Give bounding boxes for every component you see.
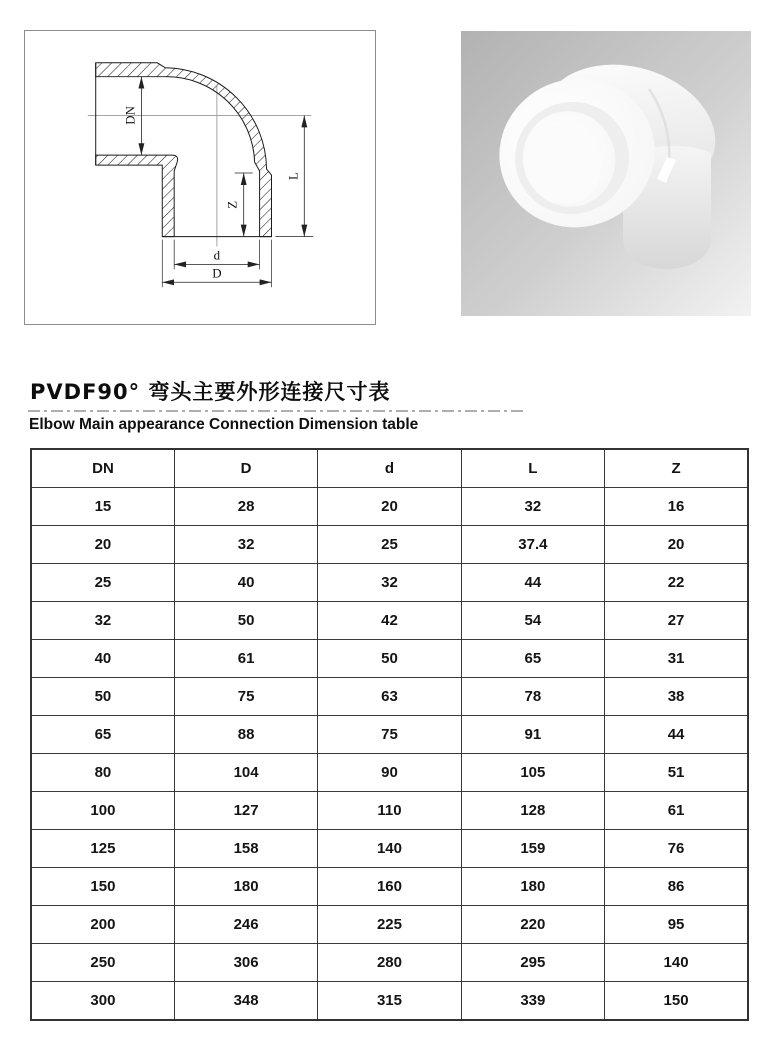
table-row xyxy=(31,526,748,564)
table-head xyxy=(31,449,748,488)
table-cell: 42 xyxy=(318,602,461,640)
table-cell: 125 xyxy=(31,830,174,868)
table-cell: 95 xyxy=(605,906,748,944)
table-cell: 180 xyxy=(461,868,604,906)
table-cell: 180 xyxy=(174,868,317,906)
table-row xyxy=(31,754,748,792)
table-cell: 50 xyxy=(31,678,174,716)
product-photo xyxy=(461,31,751,316)
table-row xyxy=(31,602,748,640)
table-cell: 20 xyxy=(605,526,748,564)
page-title: PVDF90° 弯头主要外形连接尺寸表 xyxy=(30,380,391,404)
table-cell: 339 xyxy=(461,982,604,1021)
table-cell: 150 xyxy=(605,982,748,1021)
column-header: D xyxy=(174,449,317,488)
table-cell: 295 xyxy=(461,944,604,982)
table-row xyxy=(31,564,748,602)
table-header-row xyxy=(31,449,748,488)
dn-dimension-label: DN xyxy=(122,106,138,125)
table-cell: 27 xyxy=(605,602,748,640)
table-cell: 250 xyxy=(31,944,174,982)
table-cell: 54 xyxy=(461,602,604,640)
table-cell: 44 xyxy=(605,716,748,754)
table-cell: 76 xyxy=(605,830,748,868)
table-cell: 32 xyxy=(461,488,604,526)
table-cell: 306 xyxy=(174,944,317,982)
table-row xyxy=(31,906,748,944)
table-cell: 220 xyxy=(461,906,604,944)
table-cell: 110 xyxy=(318,792,461,830)
table-cell: 128 xyxy=(461,792,604,830)
column-header: DN xyxy=(31,449,174,488)
table-row xyxy=(31,868,748,906)
z-dimension-label: Z xyxy=(224,200,240,209)
table-cell: 50 xyxy=(174,602,317,640)
technical-drawing xyxy=(24,30,376,325)
dimension-table xyxy=(30,448,749,1021)
table-cell: 31 xyxy=(605,640,748,678)
table-cell: 80 xyxy=(31,754,174,792)
outer-wall-section xyxy=(96,63,272,237)
table-cell: 86 xyxy=(605,868,748,906)
elbow-section-svg xyxy=(25,31,375,324)
table-cell: 159 xyxy=(461,830,604,868)
table-cell: 38 xyxy=(605,678,748,716)
table-row xyxy=(31,982,748,1021)
table-cell: 90 xyxy=(318,754,461,792)
l-dimension-label: L xyxy=(285,172,301,180)
table-cell: 91 xyxy=(461,716,604,754)
table-cell: 75 xyxy=(318,716,461,754)
table-cell: 63 xyxy=(318,678,461,716)
table-cell: 127 xyxy=(174,792,317,830)
D-dimension-label: D xyxy=(212,265,222,281)
table-cell: 200 xyxy=(31,906,174,944)
table-cell: 160 xyxy=(318,868,461,906)
table-cell: 158 xyxy=(174,830,317,868)
table-row xyxy=(31,678,748,716)
table-cell: 51 xyxy=(605,754,748,792)
table-cell: 25 xyxy=(31,564,174,602)
table-cell: 25 xyxy=(318,526,461,564)
table-row xyxy=(31,716,748,754)
table-row xyxy=(31,488,748,526)
column-header: d xyxy=(318,449,461,488)
table-cell: 140 xyxy=(318,830,461,868)
table-cell: 40 xyxy=(174,564,317,602)
table-cell: 78 xyxy=(461,678,604,716)
table-cell: 65 xyxy=(461,640,604,678)
title-divider xyxy=(28,410,525,412)
table-cell: 61 xyxy=(174,640,317,678)
table-cell: 104 xyxy=(174,754,317,792)
table-cell: 65 xyxy=(31,716,174,754)
table-cell: 50 xyxy=(318,640,461,678)
table-cell: 32 xyxy=(174,526,317,564)
table-cell: 75 xyxy=(174,678,317,716)
table-cell: 150 xyxy=(31,868,174,906)
table-cell: 315 xyxy=(318,982,461,1021)
table-cell: 100 xyxy=(31,792,174,830)
page-subtitle: Elbow Main appearance Connection Dimension table xyxy=(29,416,419,433)
table-cell: 348 xyxy=(174,982,317,1021)
column-header: Z xyxy=(605,449,748,488)
table-cell: 16 xyxy=(605,488,748,526)
table-cell: 300 xyxy=(31,982,174,1021)
table-cell: 88 xyxy=(174,716,317,754)
table-cell: 32 xyxy=(31,602,174,640)
table-cell: 28 xyxy=(174,488,317,526)
table-row xyxy=(31,640,748,678)
d-dimension-label: d xyxy=(213,247,221,263)
column-header: L xyxy=(461,449,604,488)
table-cell: 20 xyxy=(31,526,174,564)
table-body xyxy=(31,488,748,1021)
table-cell: 105 xyxy=(461,754,604,792)
table-cell: 225 xyxy=(318,906,461,944)
table-row xyxy=(31,792,748,830)
table-cell: 61 xyxy=(605,792,748,830)
table-row xyxy=(31,944,748,982)
table-cell: 44 xyxy=(461,564,604,602)
table-row xyxy=(31,830,748,868)
elbow-photo-svg xyxy=(461,31,751,316)
table-cell: 20 xyxy=(318,488,461,526)
table-cell: 246 xyxy=(174,906,317,944)
table-cell: 15 xyxy=(31,488,174,526)
table-cell: 280 xyxy=(318,944,461,982)
inner-wall-section xyxy=(96,155,178,236)
table-cell: 32 xyxy=(318,564,461,602)
table-cell: 37.4 xyxy=(461,526,604,564)
table-cell: 22 xyxy=(605,564,748,602)
table-cell: 140 xyxy=(605,944,748,982)
table-cell: 40 xyxy=(31,640,174,678)
